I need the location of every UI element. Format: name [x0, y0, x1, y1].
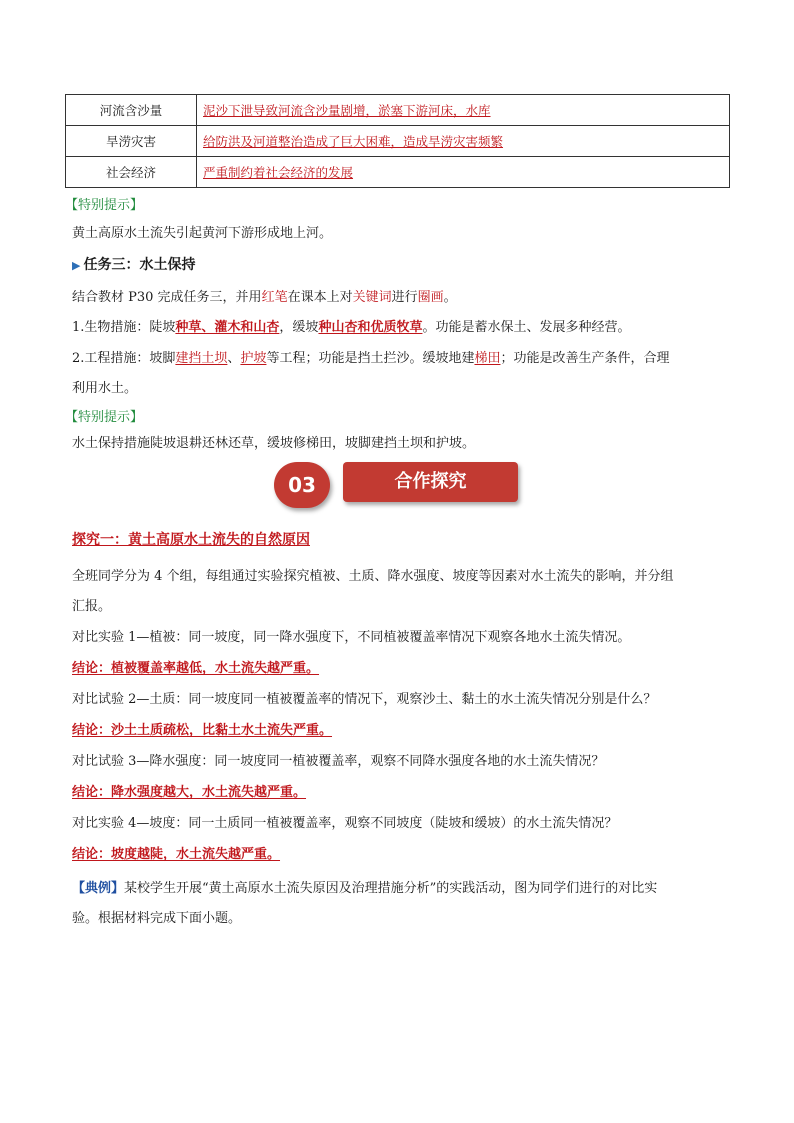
special-tip-text: 黄土高原水土流失引起黄河下游形成地上河。 — [72, 226, 333, 241]
experiment-question: 对比实验 1—植被：同一坡度，同一降水强度下，不同植被覆盖率情况下观察各地水土流失情况。 — [72, 630, 631, 645]
section-title-banner: 合作探究 — [343, 462, 518, 502]
special-tip-label: 【特别提示】 — [65, 198, 144, 213]
example-label: 【典例】 — [72, 881, 125, 896]
special-tip-text: 水土保持措施陡坡退耕还林还草，缓坡修梯田，坡脚建挡土坝和护坡。 — [72, 436, 476, 451]
table-row — [66, 126, 730, 157]
experiment-conclusion: 结论：降水强度越大，水土流失越严重。 — [72, 785, 307, 800]
table-cell-label: 社会经济 — [66, 157, 197, 188]
table-row — [66, 95, 730, 126]
example-paragraph — [72, 877, 657, 896]
inquiry-heading: 探究一：黄土高原水土流失的自然原因 — [72, 532, 310, 548]
triangle-icon: ▶ — [72, 259, 81, 272]
table-cell-value: 泥沙下泄导致河流含沙量剧增，淤塞下游河床，水库 — [197, 95, 730, 126]
experiment-question: 对比试验 2—土质：同一坡度同一植被覆盖率的情况下，观察沙土、黏土的水土流失情况分别是什么？ — [72, 692, 657, 707]
section-number-badge: 03 — [274, 462, 330, 508]
table-cell-label: 旱涝灾害 — [66, 126, 197, 157]
impact-table — [65, 94, 730, 188]
engineering-measures-cont: 利用水土。 — [72, 381, 138, 396]
experiment-conclusion: 结论：坡度越陡，水土流失越严重。 — [72, 847, 281, 862]
task-instruction: 结合教材 P30 完成任务三，并用红笔在课本上对关键词进行圈画。 — [72, 290, 457, 305]
experiment-conclusion: 结论：植被覆盖率越低，水土流失越严重。 — [72, 661, 320, 676]
special-tip-label: 【特别提示】 — [65, 410, 144, 425]
engineering-measures: 2.工程措施：坡脚建挡土坝、护坡等工程；功能是挡土拦沙。缓坡地建梯田；功能是改善生产条件，合理 — [72, 351, 670, 366]
experiment-conclusion: 结论：沙土土质疏松，比黏土水土流失严重。 — [72, 723, 333, 738]
group-instruction: 全班同学分为 4 个组，每组通过实验探究植被、土质、降水强度、坡度等因素对水土流失的影响，并分组 — [72, 569, 674, 584]
example-paragraph-cont: 验。根据材料完成下面小题。 — [72, 911, 242, 926]
table-cell-value: 严重制约着社会经济的发展 — [197, 157, 730, 188]
table-cell-label: 河流含沙量 — [66, 95, 197, 126]
experiment-question: 对比实验 4—坡度：同一土质同一植被覆盖率，观察不同坡度（陡坡和缓坡）的水土流失情况？ — [72, 816, 618, 831]
table-row — [66, 157, 730, 188]
example-text: 某校学生开展“黄土高原水土流失原因及治理措施分析”的实践活动，图为同学们进行的对比实 — [124, 881, 658, 896]
table-cell-value: 给防洪及河道整治造成了巨大困难，造成旱涝灾害频繁 — [197, 126, 730, 157]
task-heading — [72, 254, 195, 274]
experiment-question: 对比试验 3—降水强度：同一坡度同一植被覆盖率，观察不同降水强度各地的水土流失情况？ — [72, 754, 605, 769]
task-title: 任务三：水土保持 — [83, 257, 196, 273]
bio-measures: 1.生物措施：陡坡种草、灌木和山杏，缓坡种山杏和优质牧草。功能是蓄水保土、发展多种经营。 — [72, 320, 631, 335]
group-instruction-cont: 汇报。 — [72, 599, 112, 614]
